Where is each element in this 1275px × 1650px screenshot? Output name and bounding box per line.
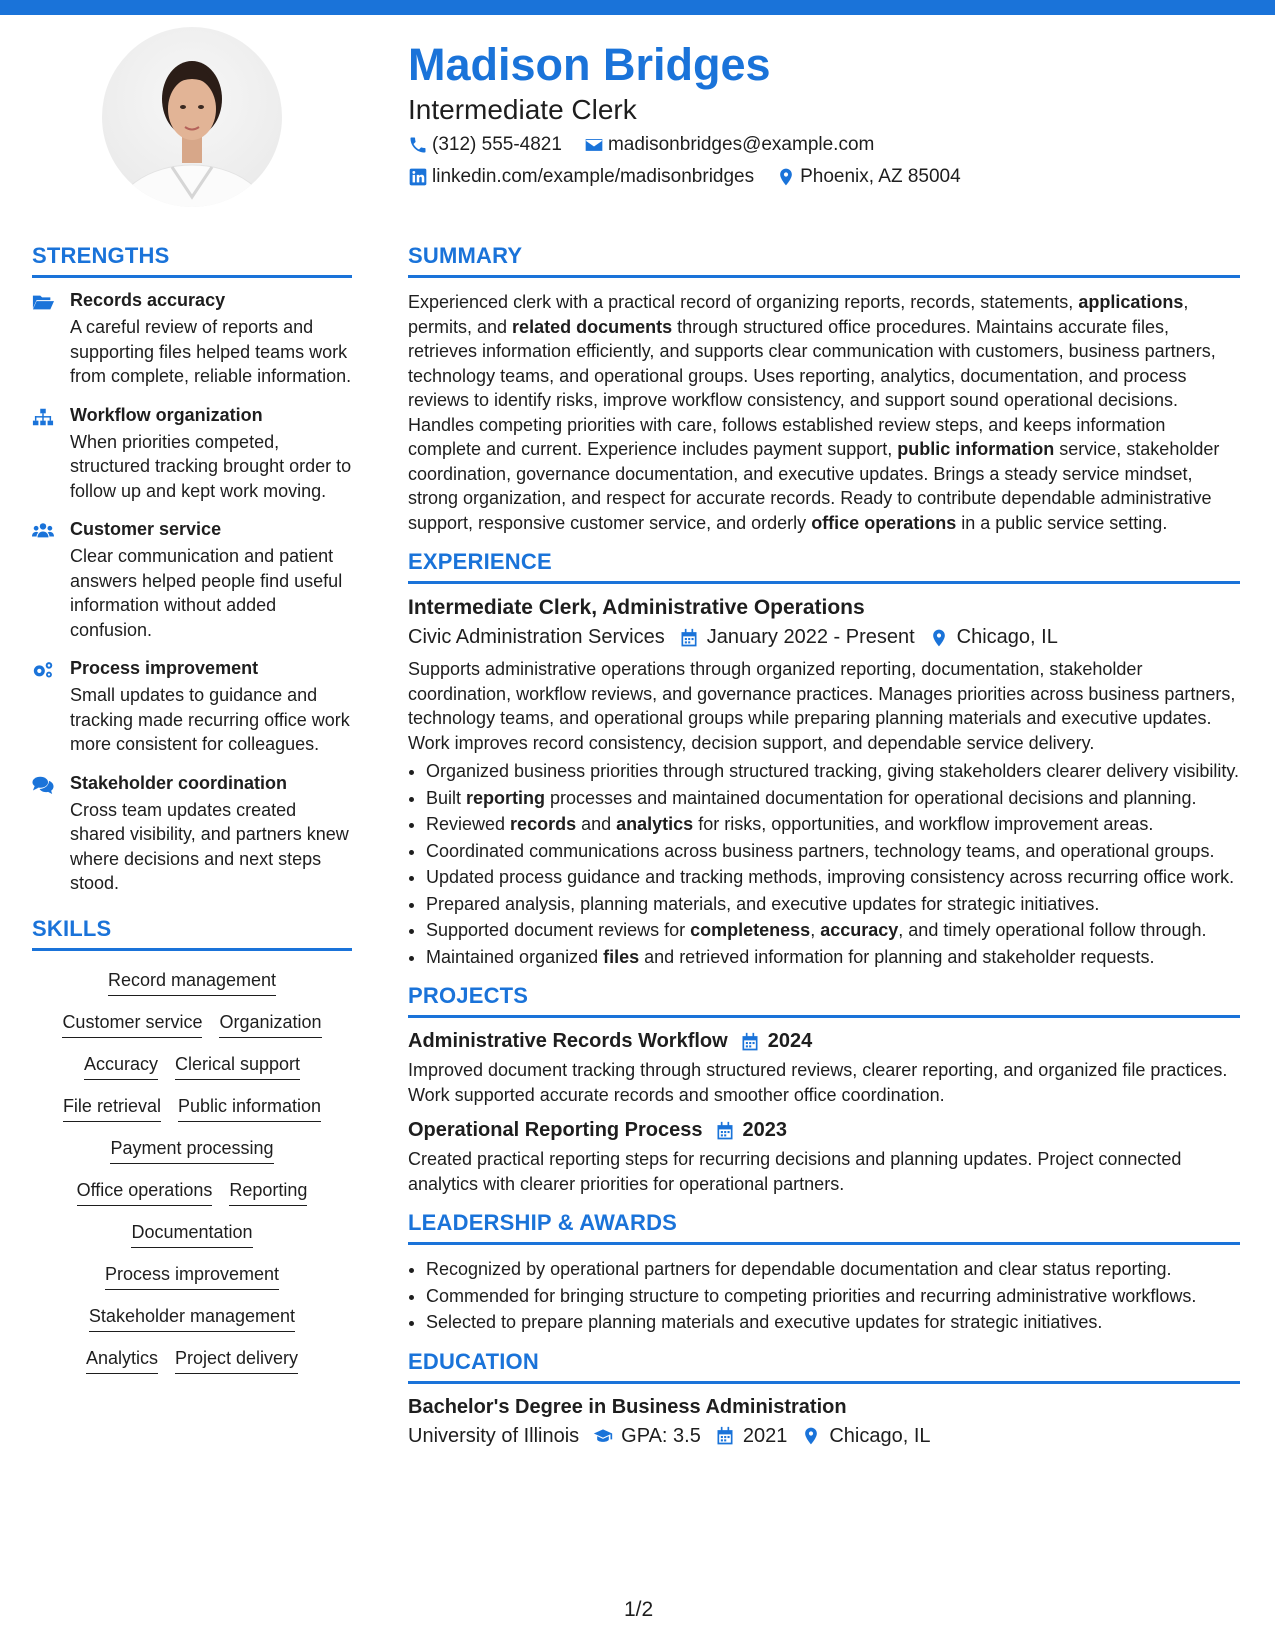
strength-description: When priorities competed, structured tracking brought order to follow up and kept work moving. (70, 431, 352, 501)
project-year: 2024 (767, 1030, 813, 1052)
leadership-heading: LEADERSHIP & AWARDS (408, 1210, 1240, 1245)
project-title: Administrative Records Workflow (408, 1030, 728, 1052)
linkedin-contact[interactable] (408, 166, 754, 188)
skill-tag: Accuracy (84, 1053, 158, 1080)
strength-title: Records accuracy (70, 290, 226, 310)
experience-bullet: • Prepared analysis, planning materials, and executive updates for strategic initiatives. (426, 892, 1240, 917)
bold-keyword: completeness (690, 920, 811, 940)
job-dates (679, 626, 915, 649)
phone-text: (312) 555-4821 (432, 134, 562, 155)
project-description: Created practical reporting steps for recurring decisions and planning updates. Project connected analytics with clearer priorities for operational partners. (408, 1149, 1182, 1194)
summary-section (408, 243, 1240, 535)
strength-item (32, 290, 352, 389)
right-column (408, 243, 1240, 1462)
graduation-cap-icon (593, 1426, 613, 1446)
map-marker-icon (929, 628, 949, 648)
project-year: 2023 (742, 1119, 788, 1141)
experience-bullet: • Maintained organized files and retrieved information for planning and stakeholder requests. (426, 945, 1240, 970)
leadership-section (408, 1210, 1240, 1335)
strength-description: Small updates to guidance and tracking made recurring office work more consistent for colleagues. (70, 685, 350, 754)
experience-bullet: • Updated process guidance and tracking methods, improving consistency across recurring office work. (426, 865, 1240, 890)
phone-icon (408, 135, 428, 155)
experience-section (408, 549, 1240, 969)
job-location-text: Chicago, IL (956, 626, 1058, 648)
skill-tag: Office operations (77, 1179, 213, 1206)
education-heading: EDUCATION (408, 1349, 1240, 1384)
skill-tag: File retrieval (63, 1095, 161, 1122)
skill-tag: Project delivery (175, 1347, 298, 1374)
strength-item (32, 773, 352, 896)
bold-keyword: files (603, 946, 640, 967)
project-item (408, 1119, 1240, 1196)
summary-text: Experienced clerk with a practical record of organizing reports, records, statements, applications, permits, and related documents through structured office procedures. Maintains accurate files, retrieves information efficiently, and supports clear communication with customers, business partners, technology teams, and operational groups. Uses reporting, analytics, documentation, and process reviews to identify risks, improve workflow consistency, and support sound operational decisions. Handles competing priorities with care, follows established review steps, and keeps information complete and current. Experience includes payment support, public information service, stakeholder coordination, governance documentation, and executive updates. Brings a steady service mindset, strong organization, and respect for accurate records. Ready to contribute dependable administrative support, responsive customer service, and orderly office operations in a public service setting. (408, 292, 1220, 533)
bold-keyword: records (510, 814, 577, 834)
skill-tag: Stakeholder management (89, 1305, 295, 1332)
skill-tag: Process improvement (105, 1263, 279, 1290)
graduation-year-text: 2021 (742, 1424, 788, 1447)
calendar-icon (715, 1121, 735, 1141)
gpa-text: GPA: 3.5 (621, 1424, 701, 1447)
summary-heading: SUMMARY (408, 243, 1240, 278)
skill-tag: Clerical support (175, 1053, 300, 1080)
folder-open-icon (32, 292, 54, 312)
skill-row (32, 969, 352, 996)
comments-icon (32, 775, 54, 795)
candidate-name: Madison Bridges (408, 39, 771, 90)
strength-title: Customer service (70, 519, 222, 539)
skill-row (32, 1095, 352, 1122)
school-location-text: Chicago, IL (829, 1424, 931, 1447)
strength-title: Process improvement (70, 658, 259, 678)
job-description: Supports administrative operations through organized reporting, documentation, stakeholder coordination, workflow reviews, and governance practices. Manages priorities across business partners, technology teams, and operational groups while preparing planning materials and executive updates. Work improves record consistency, decision support, and dependable service delivery. (408, 659, 1236, 753)
contact-row-1 (408, 134, 896, 156)
skill-tag: Customer service (62, 1011, 202, 1038)
bold-keyword: related documents (512, 316, 673, 337)
strength-description: A careful review of reports and supporting files helped teams work from complete, reliable information. (70, 317, 352, 386)
left-column (32, 243, 352, 1389)
leadership-bullet: • Commended for bringing structure to competing priorities and recurring administrative workflows. (426, 1284, 1240, 1309)
bold-keyword: public information (897, 439, 1055, 459)
page-number: 1/2 (624, 1598, 654, 1621)
candidate-title: Intermediate Clerk (408, 94, 637, 125)
leadership-bullet: • Recognized by operational partners for dependable documentation and clear status reporting. (426, 1257, 1240, 1282)
phone-contact[interactable] (408, 134, 562, 156)
degree-title: Bachelor's Degree in Business Administration (408, 1395, 847, 1418)
strength-title: Stakeholder coordination (70, 772, 288, 793)
experience-bullet: • Supported document reviews for completeness, accuracy, and timely operational follow through. (426, 918, 1240, 943)
skill-tag: Analytics (86, 1347, 158, 1374)
leadership-bullets (408, 1257, 1240, 1335)
skill-tag: Documentation (131, 1221, 252, 1248)
map-marker-icon (801, 1426, 821, 1446)
location-text: Phoenix, AZ 85004 (800, 166, 961, 187)
map-marker-icon (776, 167, 796, 187)
skill-row (32, 1263, 352, 1290)
gpa (593, 1425, 701, 1448)
projects-heading: PROJECTS (408, 983, 1240, 1018)
skill-tag: Record management (108, 969, 276, 996)
experience-bullet: • Built reporting processes and maintained documentation for operational decisions and planning. (426, 786, 1240, 811)
company-name: Civic Administration Services (408, 626, 665, 648)
skill-tag: Public information (178, 1095, 321, 1122)
graduation-year (715, 1425, 788, 1448)
strengths-heading: STRENGTHS (32, 243, 352, 278)
bold-keyword: analytics (616, 814, 694, 834)
strength-description: Clear communication and patient answers helped people find useful information without added confusion. (70, 546, 343, 640)
profile-photo-illustration (102, 27, 282, 207)
experience-bullets (408, 759, 1240, 969)
strength-title: Workflow organization (70, 404, 263, 425)
top-accent-bar (0, 0, 1275, 15)
cogs-icon (32, 660, 54, 680)
strength-item (32, 658, 352, 757)
sitemap-icon (32, 407, 54, 427)
bold-keyword: applications (1078, 292, 1184, 312)
strength-description: Cross team updates created shared visibility, and partners knew where decisions and next steps stood. (70, 799, 349, 893)
profile-photo (102, 27, 282, 207)
project-item (408, 1030, 1240, 1107)
skill-tag: Organization (219, 1011, 321, 1038)
experience-bullet: • Coordinated communications across business partners, technology teams, and operational groups. (426, 839, 1240, 864)
skill-row (32, 1221, 352, 1248)
linkedin-icon (408, 167, 428, 187)
calendar-icon (740, 1032, 760, 1052)
skill-row (32, 1305, 352, 1332)
skill-row (32, 1347, 352, 1374)
calendar-icon (679, 628, 699, 648)
skill-tag: Payment processing (110, 1137, 273, 1164)
contact-row-2 (408, 166, 983, 188)
job-meta (408, 626, 1240, 649)
experience-bullet: • Reviewed records and analytics for risks, opportunities, and workflow improvement areas. (426, 812, 1240, 837)
experience-bullet: • Organized business priorities through structured tracking, giving stakeholders clearer delivery visibility. (426, 759, 1240, 784)
users-icon (32, 521, 54, 541)
bold-keyword: office operations (811, 512, 957, 533)
experience-heading: EXPERIENCE (408, 549, 1240, 584)
linkedin-text: linkedin.com/example/madisonbridges (432, 166, 755, 187)
job-title: Intermediate Clerk, Administrative Operations (408, 596, 865, 619)
skill-row (32, 1179, 352, 1206)
project-description: Improved document tracking through structured reviews, clearer reporting, and organized file practices. Work supported accurate records and smoother office coordination. (408, 1060, 1228, 1105)
bold-keyword: accuracy (820, 920, 899, 940)
school-location (801, 1425, 930, 1448)
skill-tag: Reporting (229, 1179, 307, 1206)
leadership-bullet: • Selected to prepare planning materials and executive updates for strategic initiatives. (426, 1310, 1240, 1335)
strength-item (32, 405, 352, 504)
skills-heading: SKILLS (32, 916, 352, 951)
projects-section (408, 983, 1240, 1196)
skills-section (32, 916, 352, 1374)
location-contact (776, 166, 961, 188)
education-section (408, 1349, 1240, 1448)
bold-keyword: reporting (466, 787, 546, 808)
education-meta (408, 1425, 1240, 1448)
strength-item (32, 519, 352, 642)
email-text: madisonbridges@example.com (607, 134, 875, 155)
job-location (929, 626, 1058, 649)
skill-row (32, 1011, 352, 1038)
school-name: University of Illinois (408, 1424, 580, 1447)
email-contact[interactable] (584, 134, 874, 156)
skill-row (32, 1137, 352, 1164)
calendar-icon (715, 1426, 735, 1446)
envelope-icon (584, 135, 604, 155)
skill-row (32, 1053, 352, 1080)
project-title: Operational Reporting Process (408, 1119, 703, 1141)
job-dates-text: January 2022 - Present (706, 626, 915, 648)
